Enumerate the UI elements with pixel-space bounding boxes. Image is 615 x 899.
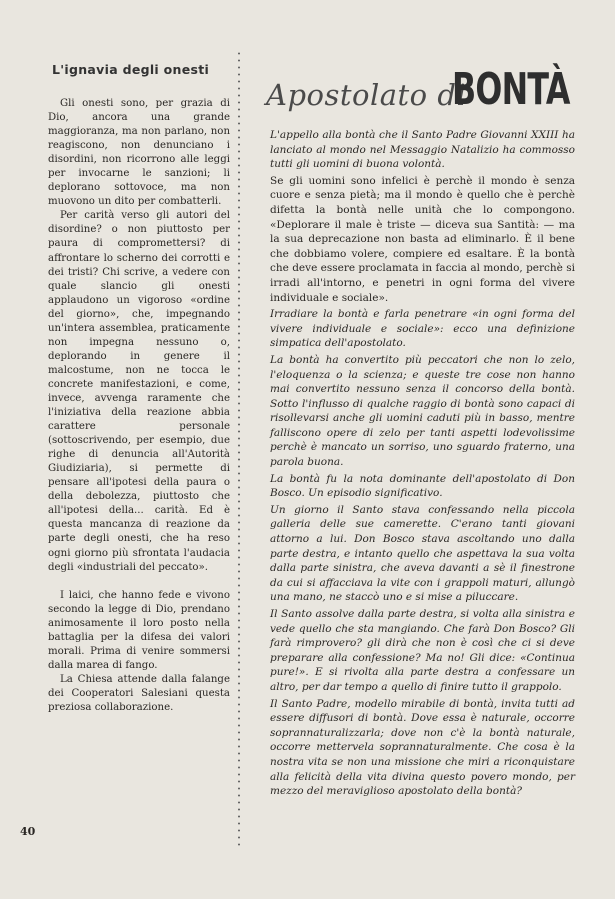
left-paragraph: I laici, che hanno fede e vivono secondo la legge di Dio, prendano animosamente il loro posto nella battaglia per la difesa dei valori morali. Prima di venire sommersi dalla marea di fango. — [48, 589, 230, 671]
article-paragraph: Il Santo Padre, modello mirabile di bontà, invita tutti ad essere diffusori di bontà. Dove essa è naturale, occorre soprannaturalizzarla; dove non c'è la bontà naturale, occorre mettervela soprannaturalmente. Che cosa è la nostra vita se non una missione che miri a riconquistare alla felicità della vita divina questo povero mondo, per mezzo del meraviglioso apostolato della bontà? — [270, 697, 575, 798]
article-paragraph: Il Santo assolve dalla parte destra, si volta alla sinistra e vede quello che sta mangiando. Che farà Don Bosco? Gli farà rimprovero? gli dirà che non è così che ci si deve preparare alla confessione? Ma no! Gli dice: «Continua pure!». E si rivolta alla parte destra a confessare un altro, per dar tempo a quello di finire tutto il grappolo. — [270, 608, 575, 693]
left-paragraph: Gli onesti sono, per grazia di Dio, ancora una grande maggioranza, ma non parlano, non reagiscono, non denunciano i disordini, non ricorrono alle leggi per invocarne le sanzioni; li deplorano sottovoce, ma non muovono un dito per combatterli. — [48, 98, 230, 208]
article-title-light: Apostolato di — [266, 78, 467, 112]
article-title-bold: BONTÀ — [452, 64, 570, 115]
left-paragraph: La Chiesa attende dalla falange dei Cooperatori Salesiani questa preziosa collaborazione. — [48, 673, 230, 713]
right-column-article — [270, 128, 575, 801]
article-paragraph: Un giorno il Santo stava confessando nella piccola galleria delle sue camerette. C'erano tanti giovani attorno a lui. Don Bosco stava ascoltando uno dalla parte destra, e intanto quello che aspettava la sua volta dalla parte sinistra, che aveva davanti a sè il finestrone da cui si affacciava la vite con i grappoli maturi, allungò una mano, ne staccò uno e si mise a piluccare. — [270, 503, 575, 604]
page-number: 40 — [20, 825, 36, 838]
article-paragraph: Irradiare la bontà e farla penetrare «in ogni forma del vivere individuale e sociale»: ecco una definizione simpatica dell'apostolato. — [270, 308, 575, 350]
article-title — [266, 52, 591, 122]
section-heading: L'ignavia degli onesti — [52, 62, 210, 77]
dotted-column-divider — [237, 50, 241, 850]
article-paragraph: L'appello alla bontà che il Santo Padre Giovanni XXIII ha lanciato al mondo nel Messaggio Natalizio ha commosso tutti gli uomini di buona volontà. — [270, 129, 575, 171]
article-paragraph: La bontà ha convertito più peccatori che non lo zelo, l'eloquenza o la scienza; e queste tre cose non hanno mai convertito nessuno senza il concorso della bontà. Sotto l'influsso di qualche raggio di bontà sono capaci di risollevarsi anche gli uomini caduti più in basso, mentre falliscono opere di zelo per tanti aspetti lodevolissime perchè è mancato un sorriso, uno sguardo fraterno, una parola buona. — [270, 353, 575, 469]
left-column — [48, 62, 230, 715]
article-paragraph: Se gli uomini sono infelici è perchè il mondo è senza cuore e senza pietà; ma il mondo è quello che è perchè difetta la bontà nelle unità che lo compongono. «Deplorare il male è triste — diceva sua Santità: — ma la sua deprecazione non basta ad eliminarlo. È il bene che dobbiamo volere, compiere ed esaltare. È la bontà che deve essere proclamata in faccia al mondo, perchè si irradi all'intorno, e penetri in ogni forma del vivere individuale e sociale». — [270, 174, 575, 304]
left-paragraph: Per carità verso gli autori del disordine? o non piuttosto per paura di compromettersi? di affrontare lo scherno dei corrotti e dei tristi? Chi scrive, a vedere con quale slancio gli onesti applaudono un vigoroso «ordine del giorno», che, impegnando un'intera assemblea, praticamente non impegna nessuno o, deplorando in genere il malcostume, non ne tocca le concrete manifestazioni, e come, invece, avvenga raramente che l'iniziativa della reazione abbia carattere personale (sottoscrivendo, per esempio, due righe di denuncia all'Autorità Giudiziaria), si permette di pensare all'ipotesi della paura o della debolezza, piuttosto che all'ipotesi della... carità. Ed è questa mancanza di reazione da parte degli onesti, che ha reso ogni giorno più sfrontata l'audacia degli «industriali del peccato». — [48, 210, 230, 573]
left-column-text — [48, 97, 230, 715]
article-paragraph: La bontà fu la nota dominante dell'apostolato di Don Bosco. Un episodio significativo. — [270, 472, 575, 500]
